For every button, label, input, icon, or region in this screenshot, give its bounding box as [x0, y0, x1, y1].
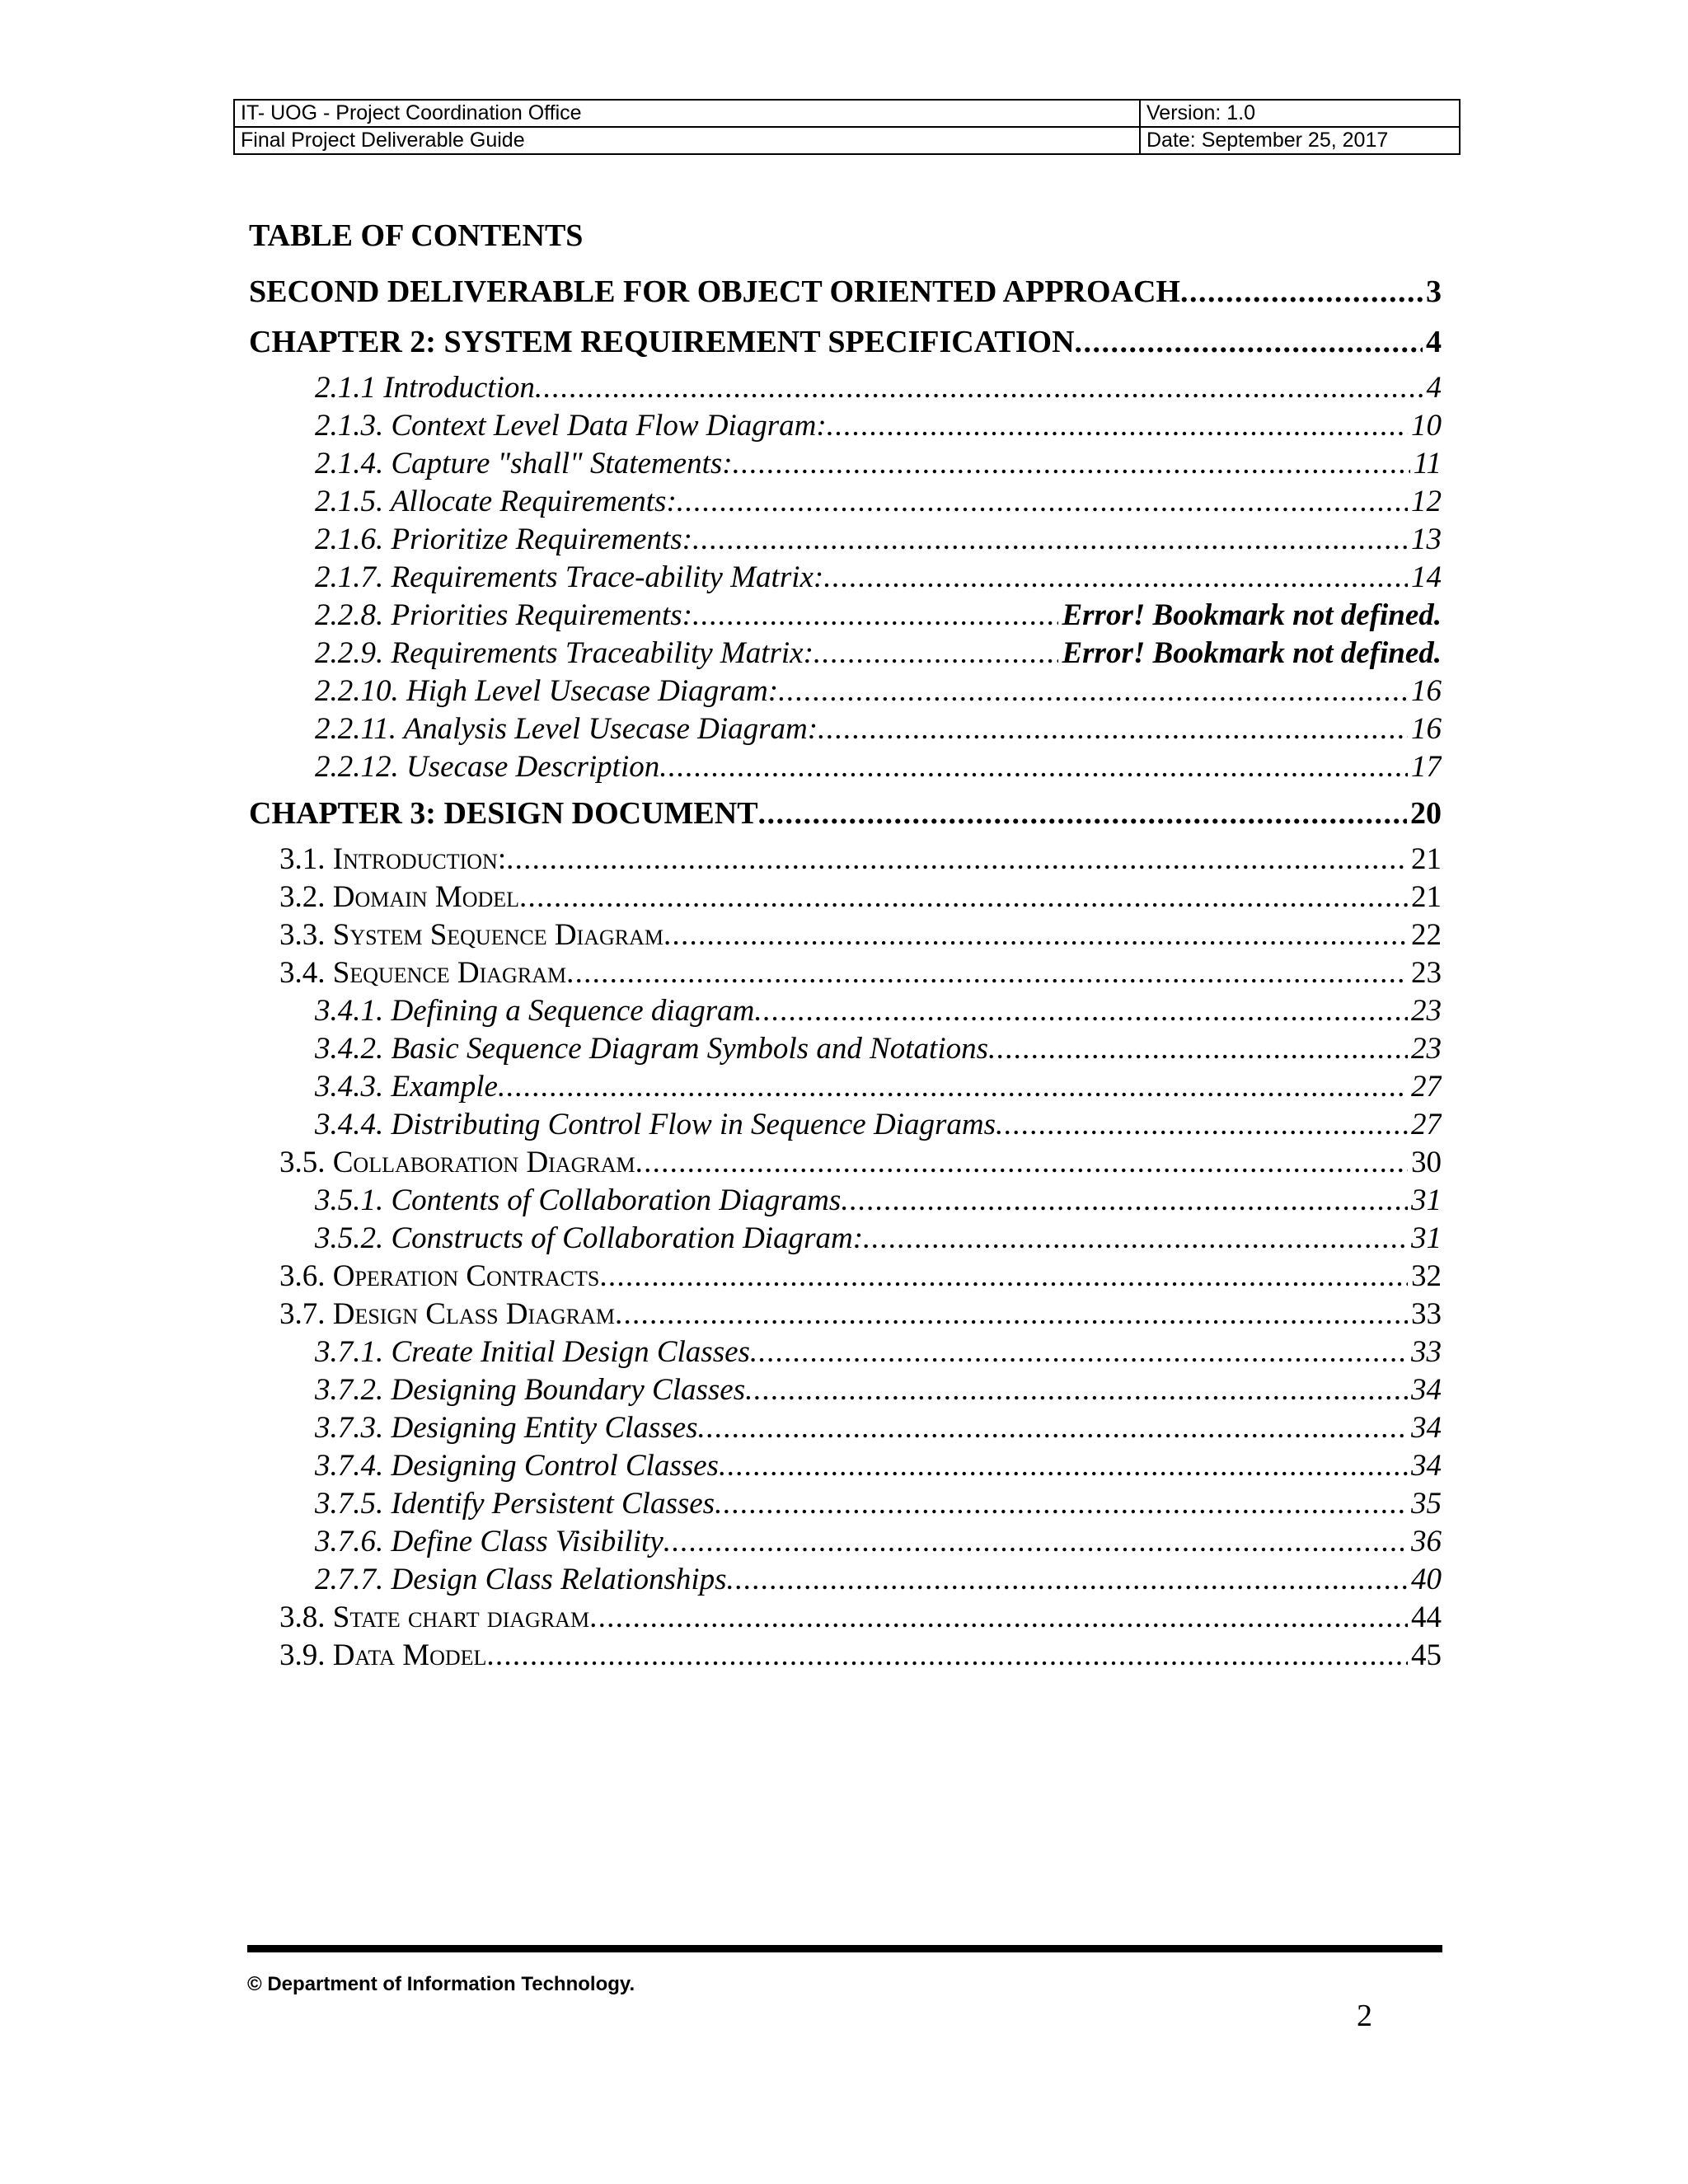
toc-entry[interactable] [249, 1258, 1442, 1296]
toc-entry-page: 36 [1411, 1525, 1442, 1558]
toc-entry[interactable] [249, 1182, 1442, 1220]
toc-entry-page: 27 [1411, 1070, 1442, 1104]
toc-entry-page: 4 [1426, 325, 1442, 359]
toc-leader-dots [498, 1068, 1408, 1106]
toc-entry-title: 3.7.4. Designing Control Classes [315, 1449, 719, 1483]
toc-leader-dots [745, 1371, 1408, 1409]
toc-entry-page: Error! Bookmark not defined. [1062, 598, 1442, 632]
toc-entry[interactable] [249, 445, 1442, 483]
toc-entry-page: 44 [1411, 1601, 1442, 1634]
toc-entry-page: 35 [1411, 1487, 1442, 1521]
toc-entry-page: 21 [1411, 880, 1442, 914]
toc-entry-title: 2.1.5. Allocate Requirements: [315, 485, 677, 518]
toc-entry[interactable] [249, 841, 1442, 879]
table-of-contents [249, 269, 1442, 1675]
toc-entry-number: 3.9. [279, 1638, 333, 1672]
toc-entry-title: 2.1.3. Context Level Data Flow Diagram: [315, 409, 827, 443]
toc-entry-page: 32 [1411, 1259, 1442, 1293]
toc-entry-page: 34 [1411, 1411, 1442, 1445]
toc-entry-title [279, 841, 506, 879]
toc-entry-text: Domain Model [332, 880, 520, 914]
toc-entry-title: CHAPTER 2: SYSTEM REQUIREMENT SPECIFICATION [249, 325, 1075, 359]
toc-entry-number: 3.7. [279, 1297, 333, 1331]
toc-entry-title [279, 1258, 599, 1296]
toc-entry-page: 34 [1411, 1449, 1442, 1483]
toc-entry-page: 22 [1411, 918, 1442, 952]
toc-entry-title: 2.2.8. Priorities Requirements: [315, 598, 692, 632]
toc-entry-page: 16 [1411, 712, 1442, 746]
document-header [233, 99, 1461, 155]
toc-leader-dots [535, 369, 1423, 407]
toc-leader-dots [635, 1144, 1408, 1182]
toc-entry[interactable] [249, 1333, 1442, 1371]
toc-entry-title: 3.4.4. Distributing Control Flow in Sequence Diagrams [315, 1108, 996, 1141]
toc-leader-dots [750, 1333, 1408, 1371]
toc-entry-title: 2.1.7. Requirements Trace-ability Matrix: [315, 560, 824, 594]
toc-entry-title [279, 879, 519, 916]
toc-entry-page: 12 [1411, 485, 1442, 518]
toc-leader-dots [727, 1561, 1408, 1599]
toc-entry-page: 27 [1411, 1108, 1442, 1141]
toc-entry[interactable] [249, 710, 1442, 748]
footer-copyright: © Department of Information Technology. [247, 1973, 635, 1995]
toc-leader-dots [589, 1599, 1408, 1637]
toc-entry-number: 3.6. [279, 1259, 333, 1293]
toc-leader-dots [827, 407, 1408, 445]
toc-leader-dots [823, 559, 1408, 597]
toc-leader-dots [818, 710, 1408, 748]
toc-entry-title: 3.4.2. Basic Sequence Diagram Symbols and Notations [315, 1032, 988, 1066]
toc-leader-dots [663, 916, 1408, 954]
footer-rule [247, 1945, 1442, 1952]
toc-entry-title: 3.7.2. Designing Boundary Classes [315, 1373, 746, 1407]
toc-entry[interactable] [249, 1409, 1442, 1447]
toc-entry-text: State chart diagram [332, 1601, 590, 1634]
toc-leader-dots [1075, 315, 1423, 369]
toc-entry[interactable] [249, 559, 1442, 597]
toc-entry-title [279, 1599, 589, 1637]
toc-entry[interactable] [249, 954, 1442, 992]
toc-entry-page: 3 [1426, 274, 1442, 309]
toc-entry-page: 33 [1411, 1297, 1442, 1331]
toc-entry-text: Introduction: [332, 842, 507, 876]
toc-entry-page: 33 [1411, 1335, 1442, 1369]
toc-entry-page: 31 [1411, 1221, 1442, 1255]
toc-entry-page: 14 [1411, 560, 1442, 594]
toc-leader-dots [715, 1485, 1408, 1523]
toc-entry[interactable] [249, 597, 1442, 635]
toc-entry-number: 3.8. [279, 1601, 333, 1634]
toc-entry[interactable] [249, 1068, 1442, 1106]
toc-leader-dots [566, 954, 1408, 992]
toc-entry-page: 11 [1413, 447, 1442, 480]
toc-entry-title: 2.2.11. Analysis Level Usecase Diagram: [315, 712, 818, 746]
toc-leader-dots [506, 841, 1408, 879]
toc-leader-dots [1180, 269, 1423, 315]
toc-entry[interactable] [249, 879, 1442, 916]
toc-leader-dots [663, 1523, 1408, 1561]
toc-entry-text: Operation Contracts [332, 1259, 600, 1293]
toc-entry[interactable] [249, 1523, 1442, 1561]
toc-entry[interactable] [249, 521, 1442, 559]
toc-entry-title: 3.7.1. Create Initial Design Classes [315, 1335, 750, 1369]
toc-entry[interactable] [249, 1561, 1442, 1599]
toc-leader-dots [599, 1258, 1408, 1296]
toc-leader-dots [519, 879, 1408, 916]
toc-entry-page: 45 [1411, 1638, 1442, 1672]
toc-entry-number: 3.4. [279, 956, 333, 990]
toc-title: TABLE OF CONTENTS [249, 218, 584, 253]
toc-entry-text: Design Class Diagram [332, 1297, 615, 1331]
toc-leader-dots [814, 635, 1059, 673]
toc-entry[interactable] [249, 748, 1442, 786]
toc-entry-page: 34 [1411, 1373, 1442, 1407]
toc-entry-text: System Sequence Diagram [332, 918, 664, 952]
toc-entry-title: 3.7.6. Define Class Visibility [315, 1525, 663, 1558]
toc-leader-dots [778, 673, 1408, 710]
toc-entry-page: 17 [1411, 750, 1442, 784]
toc-leader-dots [486, 1637, 1408, 1675]
header-doc-title: Final Project Deliverable Guide [234, 127, 1140, 154]
header-org: IT- UOG - Project Coordination Office [234, 100, 1140, 127]
toc-entry-title: 2.1.1 Introduction [315, 371, 535, 405]
toc-entry[interactable] [249, 1030, 1442, 1068]
page-number: 2 [1357, 1999, 1372, 2033]
toc-entry-page: 20 [1410, 796, 1442, 831]
toc-leader-dots [863, 1220, 1408, 1258]
toc-entry-text: Collaboration Diagram [332, 1146, 635, 1179]
header-version: Version: 1.0 [1140, 100, 1460, 127]
toc-entry[interactable] [249, 1447, 1442, 1485]
toc-entry-title [279, 1637, 486, 1675]
toc-entry-title: 3.7.5. Identify Persistent Classes [315, 1487, 715, 1521]
toc-entry-page: 30 [1411, 1146, 1442, 1179]
toc-entry-page: 23 [1411, 1032, 1442, 1066]
toc-entry-title: 2.2.12. Usecase Description [315, 750, 660, 784]
toc-entry[interactable] [249, 1637, 1442, 1675]
toc-entry-page: 16 [1411, 674, 1442, 708]
toc-entry[interactable] [249, 1144, 1442, 1182]
toc-entry-title [279, 1144, 635, 1182]
toc-leader-dots [754, 992, 1408, 1030]
toc-entry[interactable] [249, 407, 1442, 445]
toc-entry-title: 2.7.7. Design Class Relationships [315, 1563, 727, 1596]
toc-entry[interactable] [249, 1296, 1442, 1333]
toc-entry[interactable] [249, 635, 1442, 673]
toc-entry-page: 13 [1411, 523, 1442, 556]
toc-entry[interactable] [249, 269, 1442, 315]
toc-entry[interactable] [249, 992, 1442, 1030]
toc-entry[interactable] [249, 1106, 1442, 1144]
toc-entry-page: Error! Bookmark not defined. [1062, 636, 1442, 670]
toc-entry[interactable] [249, 673, 1442, 710]
toc-entry-title: 2.1.6. Prioritize Requirements: [315, 523, 692, 556]
toc-entry-page: 23 [1411, 956, 1442, 990]
toc-entry[interactable] [249, 315, 1442, 369]
toc-entry[interactable] [249, 1220, 1442, 1258]
toc-entry-text: Sequence Diagram [332, 956, 567, 990]
header-date: Date: September 25, 2017 [1140, 127, 1460, 154]
toc-entry[interactable] [249, 786, 1442, 841]
toc-leader-dots [615, 1296, 1408, 1333]
toc-entry[interactable] [249, 1371, 1442, 1409]
toc-leader-dots [733, 445, 1410, 483]
toc-entry-number: 3.1. [279, 842, 333, 876]
toc-entry-page: 40 [1411, 1563, 1442, 1596]
toc-entry-title: SECOND DELIVERABLE FOR OBJECT ORIENTED APPROACH [249, 274, 1180, 309]
toc-leader-dots [758, 786, 1407, 841]
toc-entry-title: CHAPTER 3: DESIGN DOCUMENT [249, 796, 758, 831]
toc-entry[interactable] [249, 1599, 1442, 1637]
toc-entry-title: 2.2.10. High Level Usecase Diagram: [315, 674, 779, 708]
toc-entry-title [279, 1296, 615, 1333]
toc-leader-dots [692, 597, 1059, 635]
toc-entry[interactable] [249, 483, 1442, 521]
toc-entry-page: 21 [1411, 842, 1442, 876]
toc-leader-dots [677, 483, 1408, 521]
toc-entry-title: 3.4.3. Example [315, 1070, 498, 1104]
toc-entry-title [279, 954, 566, 992]
toc-entry-text: Data Model [332, 1638, 487, 1672]
toc-entry-page: 4 [1426, 371, 1442, 405]
toc-entry-page: 23 [1411, 994, 1442, 1028]
toc-entry-title: 3.5.2. Constructs of Collaboration Diagram: [315, 1221, 864, 1255]
toc-entry-title [279, 916, 663, 954]
toc-leader-dots [698, 1409, 1408, 1447]
toc-entry-title: 3.4.1. Defining a Sequence diagram [315, 994, 755, 1028]
toc-leader-dots [692, 521, 1408, 559]
toc-leader-dots [996, 1106, 1408, 1144]
toc-entry-title: 2.1.4. Capture "shall" Statements: [315, 447, 733, 480]
toc-leader-dots [841, 1182, 1408, 1220]
toc-entry-page: 31 [1411, 1183, 1442, 1217]
toc-entry-number: 3.3. [279, 918, 333, 952]
toc-entry[interactable] [249, 916, 1442, 954]
toc-leader-dots [988, 1030, 1408, 1068]
toc-entry[interactable] [249, 369, 1442, 407]
toc-entry-title: 2.2.9. Requirements Traceability Matrix: [315, 636, 814, 670]
toc-entry-title: 3.7.3. Designing Entity Classes [315, 1411, 698, 1445]
toc-entry-page: 10 [1411, 409, 1442, 443]
toc-leader-dots [719, 1447, 1408, 1485]
toc-leader-dots [659, 748, 1408, 786]
toc-entry-number: 3.2. [279, 880, 333, 914]
toc-entry-title: 3.5.1. Contents of Collaboration Diagrams [315, 1183, 842, 1217]
toc-entry-number: 3.5. [279, 1146, 333, 1179]
toc-entry[interactable] [249, 1485, 1442, 1523]
